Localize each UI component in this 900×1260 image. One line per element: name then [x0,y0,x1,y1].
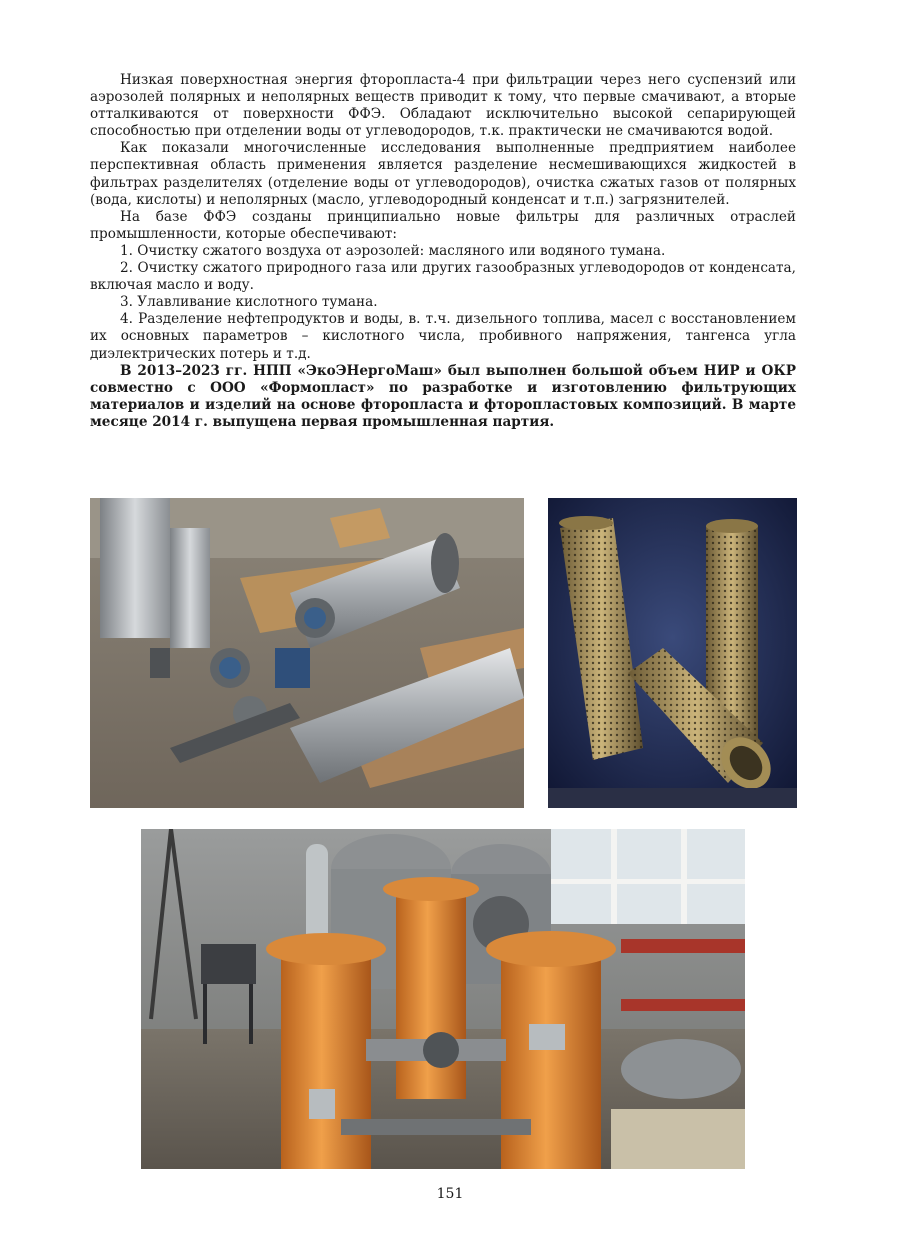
page-number: 151 [436,1186,464,1202]
paragraph-intro: Низкая поверхностная энергия фторопласта-4 при фильтрации через него суспензий или аэрозолей полярных и неполярных веществ приводит к тому, что первые смачивают, а вторые отталкиваются от поверхности ФФЭ. Обладают исключительно высокой сепарирующей способностью при отделении воды от углеводородов, т.к. практически не смачиваются водой. [90,72,796,140]
list-item-3: 3. Улавливание кислотного тумана. [120,294,378,311]
paragraph-filters-intro: На базе ФФЭ созданы принципиально новые фильтры для различных отраслей промышленности, которые обеспечивают: [90,208,796,242]
list-item-1: 1. Очистку сжатого воздуха от аэрозолей: масляного или водяного тумана. [120,242,666,259]
paragraph-bold-history: В 2013–2023 гг. НПП «ЭкоЭНергоМаш» был выполнен большой объем НИР и ОКР совместно с ООО «Формопласт» по разработке и изготовлению фильтрующих материалов и изделий на основе фторопласта и фторопластовых композиций. В марте месяце 2014 г. выпущена первая промышленная партия. [90,362,796,430]
list-item-2: 2. Очистку сжатого природного газа или других газообразных углеводородов от конденсата, включая масло и воду. [90,260,796,294]
photo-perforated-cartridges [548,498,797,808]
photo-steel-filter-housings [90,498,524,808]
photo-orange-filter-assembly [141,829,745,1169]
list-item-4: 4. Разделение нефтепродуктов и воды, в. т.ч. дизельного топлива, масел с восстановлением их основных параметров – кислотного числа, пробивного напряжения, тангенса угла диэлектрических потерь и т.д. [90,311,796,362]
body-text [90,72,796,431]
paragraph-research: Как показали многочисленные исследования выполненные предприятием наиболее перспективная область применения является разделение несмешивающихся жидкостей в фильтрах разделителях (отделение воды от углеводородов), очистка сжатых газов от полярных (вода, кислоты) и неполярных (масло, углеводородный конденсат и т.п.) загрязнителей. [90,140,796,208]
